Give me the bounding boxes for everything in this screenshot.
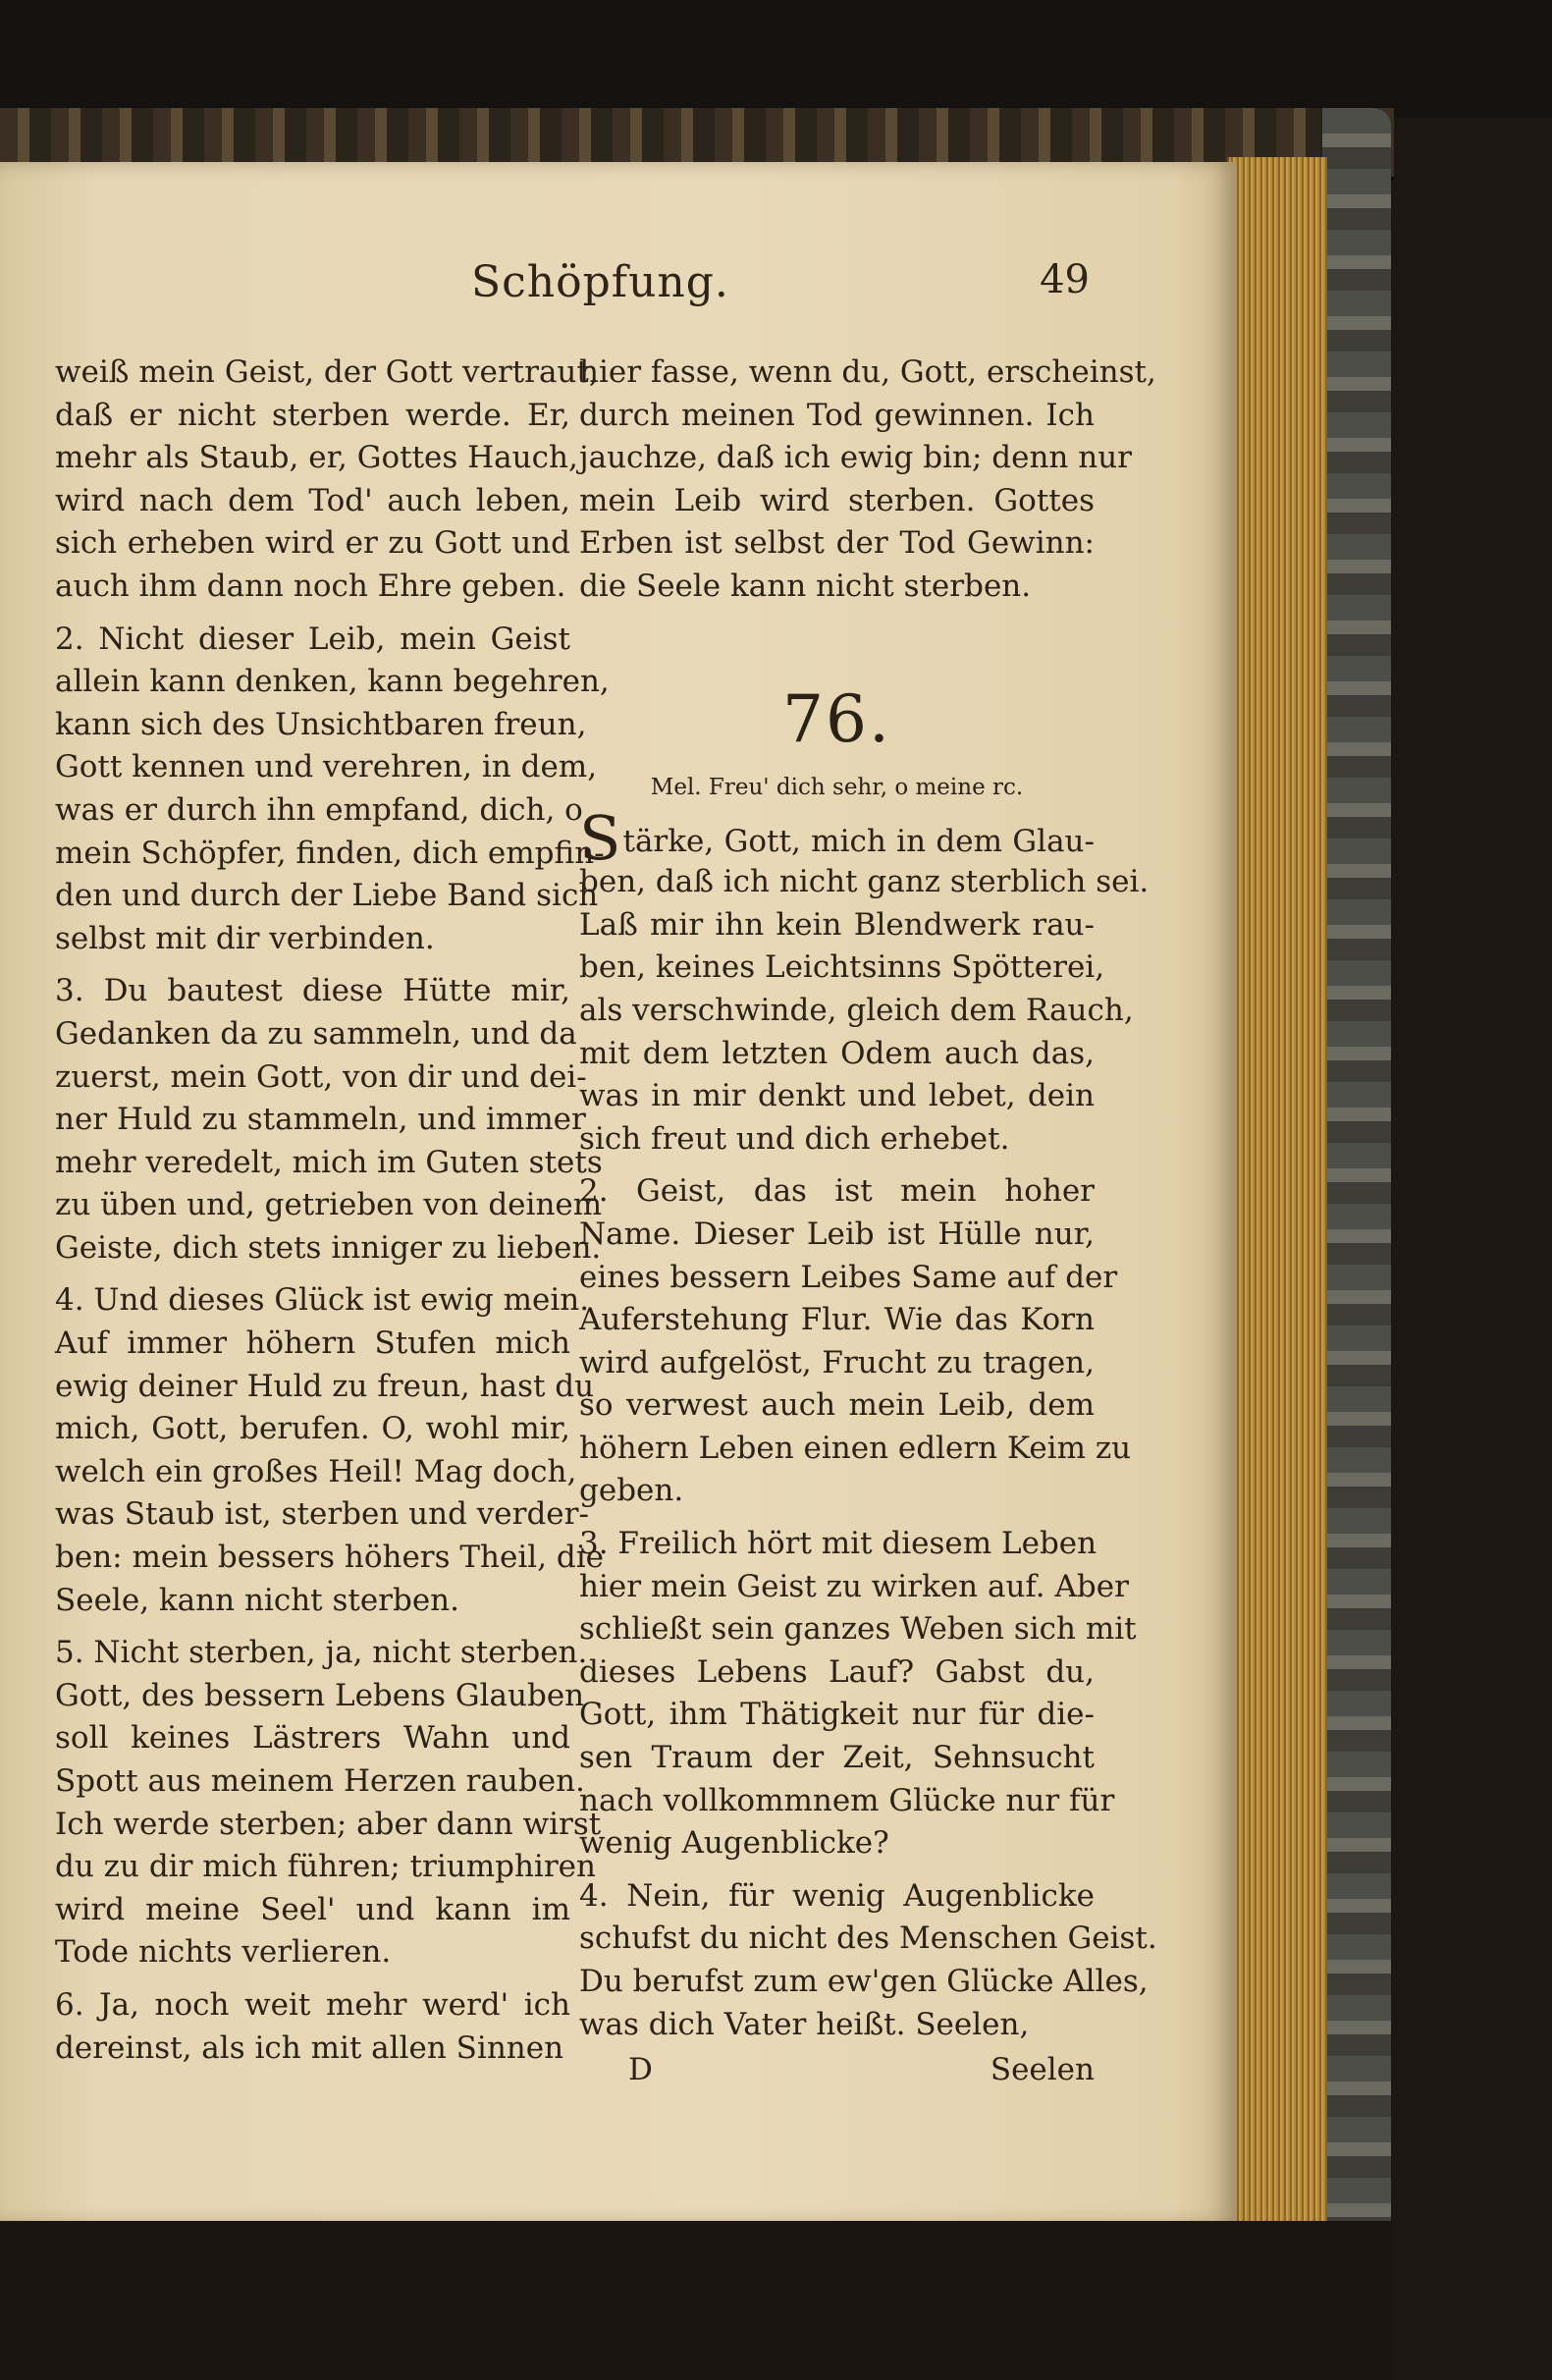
text-line: Ich werde sterben; aber dann wirst	[55, 1806, 602, 1842]
text-line: 2. Nicht dieser Leib, mein Geist	[55, 621, 570, 657]
left-column	[55, 352, 610, 2070]
text-line: du zu dir mich führen; triumphiren	[55, 1849, 596, 1885]
text-line: wird nach dem Tod' auch leben,	[55, 482, 570, 518]
text-line: 3. Freilich hört mit diesem Leben	[579, 1526, 1097, 1562]
first-stanza	[579, 801, 1150, 1162]
text-line: allein kann denken, kann begehren,	[55, 664, 610, 700]
stanza-gap	[55, 960, 570, 970]
text-line: sich freut und dich erhebet.	[579, 1120, 1010, 1157]
text-line: Geiste, dich stets inniger zu lieben.	[55, 1229, 602, 1266]
text-line: dereinst, als ich mit allen Sinnen	[55, 2029, 564, 2066]
melody-line: Mel. Freu' dich sehr, o meine rc.	[650, 774, 1024, 800]
text-line: so verwest auch mein Leib, dem	[579, 1387, 1095, 1424]
stanza-gap	[55, 1270, 570, 1279]
text-line: schließt sein ganzes Weben sich mit	[579, 1611, 1137, 1648]
text-line: was er durch ihn empfand, dich, o	[55, 791, 583, 828]
right-column	[579, 352, 1157, 2046]
running-head: Schöpfung.	[471, 257, 729, 307]
text-line: selbst mit dir verbinden.	[55, 920, 435, 956]
stanza	[55, 352, 599, 609]
text-line: dieses Lebens Lauf? Gabst du,	[579, 1653, 1095, 1690]
page-number: 49	[1040, 257, 1090, 302]
text-line-rest: tärke, Gott, mich in dem Glau-	[622, 823, 1095, 859]
text-line: welch ein großes Heil! Mag doch,	[55, 1453, 577, 1489]
text-line: mein Schöpfer, finden, dich empfin-	[55, 835, 605, 871]
text-line: was in mir denkt und lebet, dein	[579, 1078, 1095, 1114]
stanza	[579, 1523, 1137, 1866]
text-line: Gott, des bessern Lebens Glauben	[55, 1677, 585, 1713]
hymn-number: 76.	[782, 680, 891, 757]
text-line: Gedanken da zu sammeln, und da	[55, 1015, 577, 1052]
text-line: den und durch der Liebe Band sich	[55, 878, 599, 914]
stanza	[55, 970, 603, 1270]
text-line: 5. Nicht sterben, ja, nicht sterben.	[55, 1635, 588, 1671]
text-line: Laß mir ihn kein Blendwerk rau-	[579, 906, 1095, 943]
text-line: schufst du nicht des Menschen Geist.	[579, 1920, 1157, 1957]
text-line: Seele, kann nicht sterben.	[55, 1582, 460, 1618]
stanza-gap	[55, 609, 570, 619]
text-line: wird meine Seel' und kann im	[55, 1891, 570, 1927]
text-line: Erben ist selbst der Tod Gewinn:	[579, 525, 1095, 562]
text-line: mehr als Staub, er, Gottes Hauch,	[55, 440, 578, 476]
text-line: 4. Nein, für wenig Augenblicke	[579, 1877, 1095, 1914]
background-top	[0, 0, 1552, 118]
text-line: mich, Gott, berufen. O, wohl mir,	[55, 1411, 570, 1447]
text-line: ben, daß ich nicht ganz sterblich sei.	[579, 864, 1150, 900]
text-line: weiß mein Geist, der Gott vertraut,	[55, 354, 599, 390]
text-line: Spott aus meinem Herzen rauben.	[55, 1763, 585, 1799]
text-line: durch meinen Tod gewinnen. Ich	[579, 397, 1095, 433]
text-line: 3. Du bautest diese Hütte mir,	[55, 973, 570, 1009]
text-line: Auferstehung Flur. Wie das Korn	[579, 1302, 1095, 1338]
text-line: was dich Vater heißt. Seelen,	[579, 2006, 1030, 2042]
stanza-gap	[579, 1161, 1095, 1170]
stanza	[55, 1279, 605, 1622]
text-line: mein Leib wird sterben. Gottes	[579, 482, 1095, 518]
stanza-gap	[55, 1622, 570, 1632]
text-line: auch ihm dann noch Ehre geben.	[55, 568, 566, 604]
text-line: die Seele kann nicht sterben.	[579, 568, 1032, 604]
page-edges	[1227, 157, 1327, 2248]
text-line: zu üben und, getrieben von deinem	[55, 1187, 603, 1223]
text-line: Du berufst zum ew'gen Glücke Alles,	[579, 1964, 1149, 1999]
signature-mark: D	[628, 2052, 653, 2087]
background-bottom	[0, 2221, 1394, 2380]
text-line: 6. Ja, noch weit mehr werd' ich	[55, 1986, 570, 2023]
right-column-stanzas	[579, 1161, 1157, 2046]
stanza	[579, 1875, 1157, 2046]
text-line: Tode nichts verlieren.	[55, 1934, 392, 1971]
text-line: soll keines Lästrers Wahn und	[55, 1720, 570, 1757]
text-line: 4. Und dieses Glück ist ewig mein.	[55, 1282, 590, 1319]
text-line: daß er nicht sterben werde. Er,	[55, 397, 570, 433]
text-line: als verschwinde, gleich dem Rauch,	[579, 992, 1134, 1028]
text-line: sen Traum der Zeit, Sehnsucht	[579, 1740, 1095, 1776]
text-line: geben.	[579, 1473, 684, 1509]
text-line: Gott kennen und verehren, in dem,	[55, 749, 598, 785]
drop-cap: S	[579, 801, 621, 874]
text-line: jauchze, daß ich ewig bin; denn nur	[579, 440, 1132, 476]
right-column-continuation	[579, 352, 1156, 609]
text-line: höhern Leben einen edlern Keim zu	[579, 1430, 1132, 1466]
text-line: wenig Augenblicke?	[579, 1825, 889, 1862]
text-line: Name. Dieser Leib ist Hülle nur,	[579, 1216, 1095, 1252]
text-line: ben: mein bessers höhers Theil, die	[55, 1540, 605, 1576]
text-line: eines bessern Leibes Same auf der	[579, 1259, 1118, 1295]
book-cover-edge	[1320, 108, 1391, 2248]
text-line: 2. Geist, das ist mein hoher	[579, 1173, 1095, 1210]
stanza-gap	[55, 1974, 570, 1984]
text-line: ner Huld zu stammeln, und immer	[55, 1102, 586, 1138]
stanza	[55, 619, 610, 961]
text-line: Auf immer höhern Stufen mich	[55, 1325, 570, 1362]
stanza	[579, 1170, 1132, 1513]
text-line: Gott, ihm Thätigkeit nur für die-	[579, 1697, 1095, 1733]
text-line: was Staub ist, sterben und verder-	[55, 1496, 589, 1533]
stanza	[55, 1632, 602, 1974]
text-line: ewig deiner Huld zu freun, hast du	[55, 1368, 595, 1404]
stanza-gap	[579, 1866, 1095, 1875]
text-line: hier fasse, wenn du, Gott, erscheinst,	[579, 354, 1156, 390]
text-line: mit dem letzten Odem auch das,	[579, 1035, 1095, 1071]
catchword: Seelen	[990, 2052, 1095, 2087]
text-line: ben, keines Leichtsinns Spötterei,	[579, 949, 1105, 986]
text-line: nach vollkommnem Glücke nur für	[579, 1782, 1115, 1818]
text-line: wird aufgelöst, Frucht zu tragen,	[579, 1344, 1095, 1380]
text-line: zuerst, mein Gott, von dir und dei-	[55, 1058, 587, 1095]
stanza	[55, 1984, 570, 2070]
text-line: mehr veredelt, mich im Guten stets	[55, 1144, 603, 1180]
text-line: hier mein Geist zu wirken auf. Aber	[579, 1568, 1129, 1604]
text-line: kann sich des Unsichtbaren freun,	[55, 706, 587, 742]
text-line: sich erheben wird er zu Gott und	[55, 525, 570, 562]
text-line	[579, 801, 1095, 874]
stanza-gap	[579, 1513, 1095, 1523]
